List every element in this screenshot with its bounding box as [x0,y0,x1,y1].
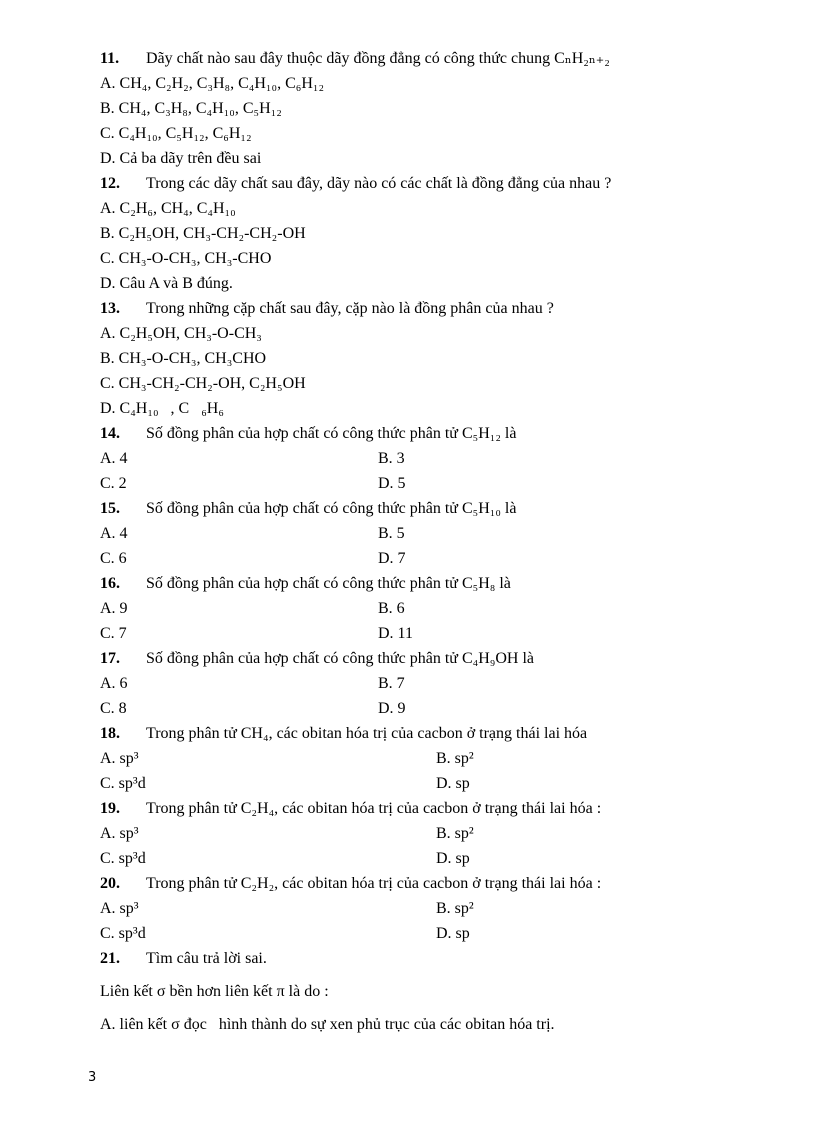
option-d: D. 5 [378,475,406,492]
question-text: Số đồng phân của hợp chất có công thức phân tử C₄H₉OH là [146,650,534,667]
option-row [100,671,720,696]
option-d: D. sp [436,775,470,792]
option-c: C. sp³d [100,925,146,942]
question-11 [100,46,720,71]
question-text: Trong phân tử C₂H₂, các obitan hóa trị của cacbon ở trạng thái lai hóa : [146,875,602,892]
page-number: 3 [88,1070,97,1085]
question-text: Số đồng phân của hợp chất có công thức phân tử C₅H₈ là [146,575,511,592]
question-14 [100,421,720,446]
option-a: A. C₂H₆, CH₄, C₄H₁₀ [100,200,236,217]
question-number: 19. [100,800,120,817]
question-20 [100,871,720,896]
option-d: D. 11 [378,625,413,642]
option-a: A. sp³ [100,750,139,767]
question-text: Tìm câu trả lời sai. [146,950,267,967]
question-19 [100,796,720,821]
question-21 [100,946,720,971]
question-number: 13. [100,300,120,317]
option-a: A. sp³ [100,825,139,842]
option-b: B. CH₄, C₃H₈, C₄H₁₀, C₅H₁₂ [100,100,282,117]
option-c: C. CH₃-O-CH₃, CH₃-CHO [100,250,272,267]
option-b: B. sp² [436,825,474,842]
option-a: A. 6 [100,675,128,692]
question-number: 15. [100,500,120,517]
option-row [100,621,720,646]
option-c: C. 6 [100,550,127,567]
question-12 [100,171,720,196]
option-row [100,696,720,721]
option-d: D. 9 [378,700,406,717]
option-c: C. CH₃-CH₂-CH₂-OH, C₂H₅OH [100,375,306,392]
option-d: D. sp [436,925,470,942]
option-d: D. Cả ba dãy trên đều sai [100,150,262,167]
option-c: C. sp³d [100,850,146,867]
option-b: B. CH₃-O-CH₃, CH₃CHO [100,350,267,367]
option-a: A. 4 [100,450,128,467]
option-row [100,546,720,571]
option-row [100,846,720,871]
option-row [100,746,720,771]
option-a: A. 9 [100,600,128,617]
option-b: B. 3 [378,450,405,467]
option-d: D. C₄H₁₀ , C ₆H₆ [100,400,224,417]
option-a: A. liên kết σ đọc hình thành do sự xen phủ trục của các obitan hóa trị. [100,1016,555,1033]
question-text: Số đồng phân của hợp chất có công thức phân tử C₅H₁₀ là [146,500,517,517]
question-text: Trong những cặp chất sau đây, cặp nào là đồng phân của nhau ? [146,300,554,317]
option-c: C. 7 [100,625,127,642]
option-a: A. sp³ [100,900,139,917]
question-16 [100,571,720,596]
option-b: B. 5 [378,525,405,542]
question-number: 20. [100,875,120,892]
question-number: 11. [100,50,120,67]
option-row [100,896,720,921]
option-c: C. sp³d [100,775,146,792]
option-d: D. Câu A và B đúng. [100,275,233,292]
option-row [100,596,720,621]
option-row [100,521,720,546]
question-15 [100,496,720,521]
question-text: Trong các dãy chất sau đây, dãy nào có các chất là đồng đẳng của nhau ? [146,175,612,192]
option-d: D. 7 [378,550,406,567]
question-text: Dãy chất nào sau đây thuộc dãy đồng đẳng có công thức chung CₙH₂ₙ₊₂ [146,50,610,67]
option-c: C. 2 [100,475,127,492]
question-17 [100,646,720,671]
question-number: 16. [100,575,120,592]
option-row [100,471,720,496]
option-b: B. 6 [378,600,405,617]
question-text: Trong phân tử C₂H₄, các obitan hóa trị của cacbon ở trạng thái lai hóa : [146,800,602,817]
option-a: A. CH₄, C₂H₂, C₃H₈, C₄H₁₀, C₆H₁₂ [100,75,325,92]
document-page [100,46,720,1037]
question-number: 12. [100,175,120,192]
option-row [100,446,720,471]
option-d: D. sp [436,850,470,867]
option-row [100,771,720,796]
option-b: B. C₂H₅OH, CH₃-CH₂-CH₂-OH [100,225,306,242]
question-21-stem: Liên kết σ bền hơn liên kết π là do : [100,983,329,1000]
question-number: 18. [100,725,120,742]
option-a: A. C₂H₅OH, CH₃-O-CH₃ [100,325,262,342]
option-row [100,821,720,846]
question-text: Số đồng phân của hợp chất có công thức phân tử C₅H₁₂ là [146,425,517,442]
option-c: C. 8 [100,700,127,717]
option-b: B. 7 [378,675,405,692]
question-18 [100,721,720,746]
option-b: B. sp² [436,900,474,917]
question-number: 14. [100,425,120,442]
option-c: C. C₄H₁₀, C₅H₁₂, C₆H₁₂ [100,125,252,142]
question-text: Trong phân tử CH₄, các obitan hóa trị của cacbon ở trạng thái lai hóa [146,725,588,742]
option-a: A. 4 [100,525,128,542]
question-number: 17. [100,650,120,667]
option-row [100,921,720,946]
option-b: B. sp² [436,750,474,767]
question-number: 21. [100,950,120,967]
question-13 [100,296,720,321]
